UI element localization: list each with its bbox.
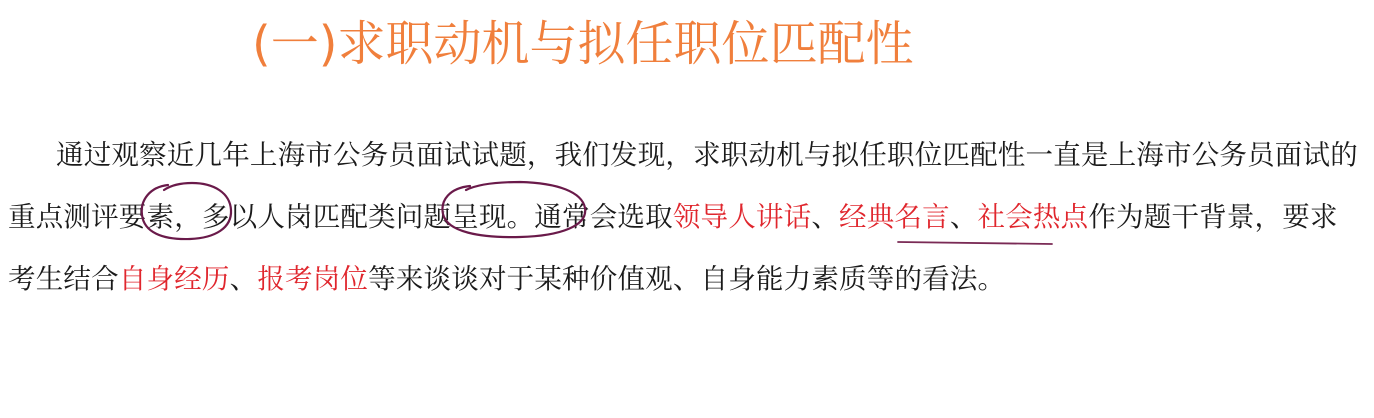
highlight-leader-speech: 领导人讲话 [672,201,812,233]
text-run: 测评要素，多以 [63,201,258,233]
highlight-applied-position: 报考岗位 [257,263,369,295]
circled-text-post-match: 人岗匹配类 [257,201,396,233]
highlight-social-hotspot: 社会热点 [977,201,1089,233]
body-paragraph [8,124,1358,310]
text-run: 、 [811,201,840,233]
text-run: 通过观察近几年上海市公务员面试试题，我们发现，求职动机与拟任职位匹配性一直是上海市公务员面试的 [56,139,1358,171]
highlight-classic-quotes: 经典名言 [839,201,950,233]
text-run: 等来谈谈对于某种价值观、自身能力素质等的看法。 [368,263,1006,295]
text-run: 、 [949,201,978,233]
text-run: 、 [229,263,258,295]
slide-title: (一)求职动机与拟任职位匹配性 [252,16,914,72]
highlight-own-experience: 自身经历 [118,263,230,295]
circled-text-key-point: 重点 [8,201,64,233]
text-run: 作为题干背景，要求考生结合 [8,201,1338,295]
text-run: 问题呈现。通常会选取 [395,201,673,233]
